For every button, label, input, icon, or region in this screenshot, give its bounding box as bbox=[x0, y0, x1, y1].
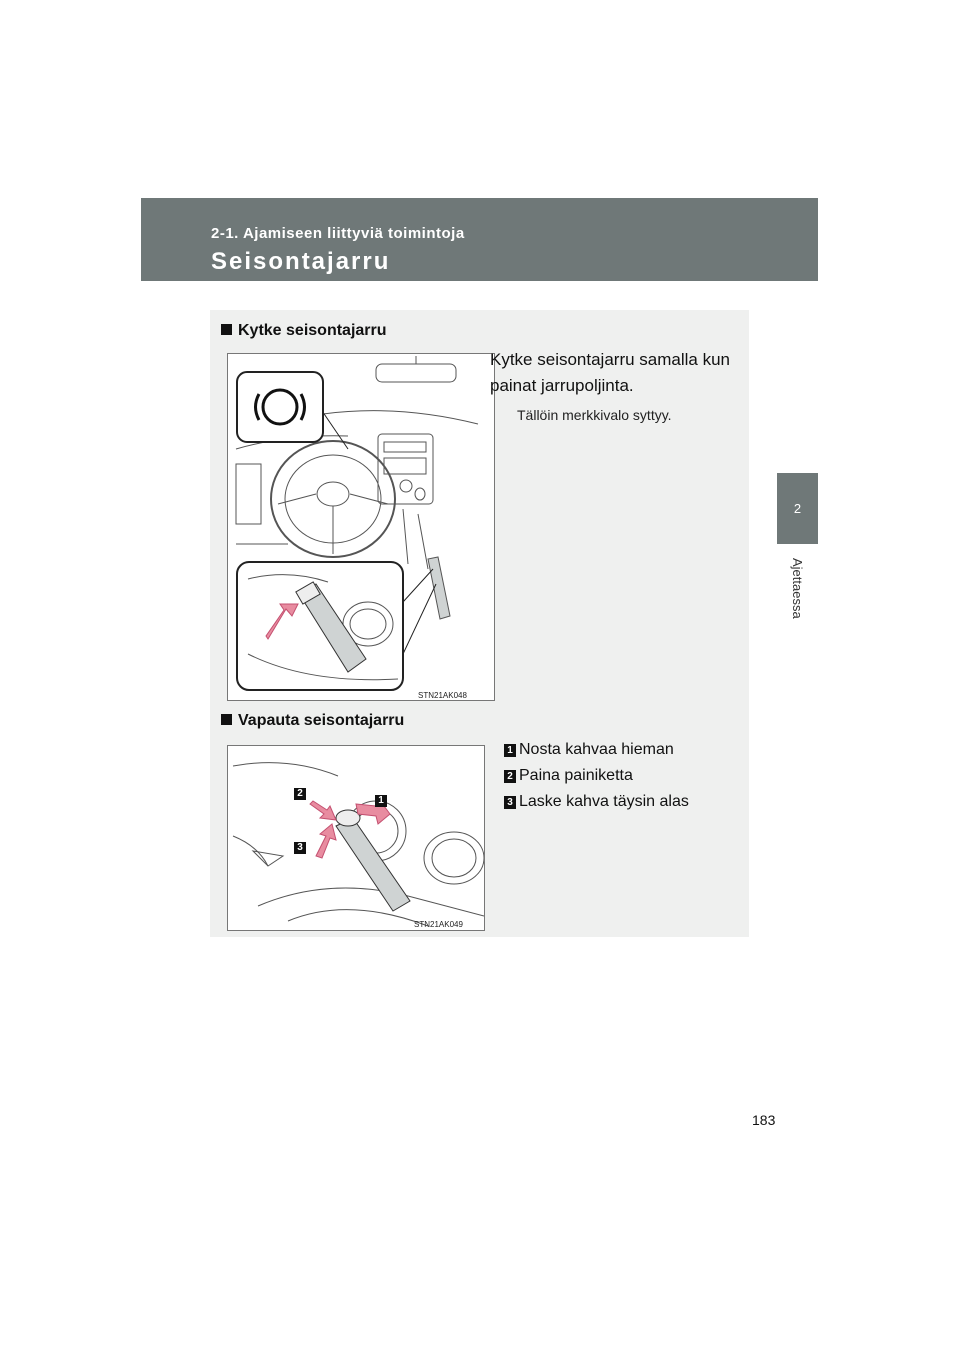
release-step bbox=[504, 793, 689, 811]
content-panel bbox=[210, 310, 749, 937]
apply-figure-code: STN21AK048 bbox=[418, 691, 467, 700]
apply-instruction: Kytke seisontajarru samalla kun painat jarrupoljinta. bbox=[490, 350, 731, 395]
brake-lever-illustration bbox=[228, 746, 484, 930]
apply-figure bbox=[227, 353, 495, 701]
step-number-badge: 2 bbox=[504, 770, 516, 783]
square-bullet-icon bbox=[221, 714, 232, 725]
release-heading bbox=[221, 712, 404, 730]
step-number-badge: 3 bbox=[504, 796, 516, 809]
step-text: Laske kahva täysin alas bbox=[519, 793, 689, 810]
figure-step-badge: 1 bbox=[375, 795, 387, 807]
chapter-label: Ajettaessa bbox=[790, 557, 805, 619]
step-text: Nosta kahvaa hieman bbox=[519, 741, 674, 758]
page-number: 183 bbox=[752, 1112, 776, 1128]
chapter-header bbox=[141, 198, 818, 281]
dashboard-illustration bbox=[228, 354, 494, 700]
step-number-badge: 1 bbox=[504, 744, 516, 757]
release-step bbox=[504, 741, 674, 759]
release-figure bbox=[227, 745, 485, 931]
apply-heading-text: Kytke seisontajarru bbox=[238, 322, 387, 339]
step-text: Paina painiketta bbox=[519, 767, 633, 784]
release-heading-text: Vapauta seisontajarru bbox=[238, 712, 405, 729]
apply-heading bbox=[221, 322, 387, 340]
page-title: Seisontajarru bbox=[211, 248, 391, 275]
square-bullet-icon bbox=[221, 324, 232, 335]
figure-step-badge: 3 bbox=[294, 842, 306, 854]
release-figure-code: STN21AK049 bbox=[414, 920, 463, 929]
figure-step-badge: 2 bbox=[294, 788, 306, 800]
chapter-tab bbox=[777, 473, 818, 544]
release-step bbox=[504, 767, 633, 785]
chapter-number: 2 bbox=[793, 501, 802, 516]
section-title: 2-1. Ajamiseen liittyviä toimintoja bbox=[211, 225, 465, 242]
apply-note: Tällöin merkkivalo syttyy. bbox=[517, 407, 672, 423]
